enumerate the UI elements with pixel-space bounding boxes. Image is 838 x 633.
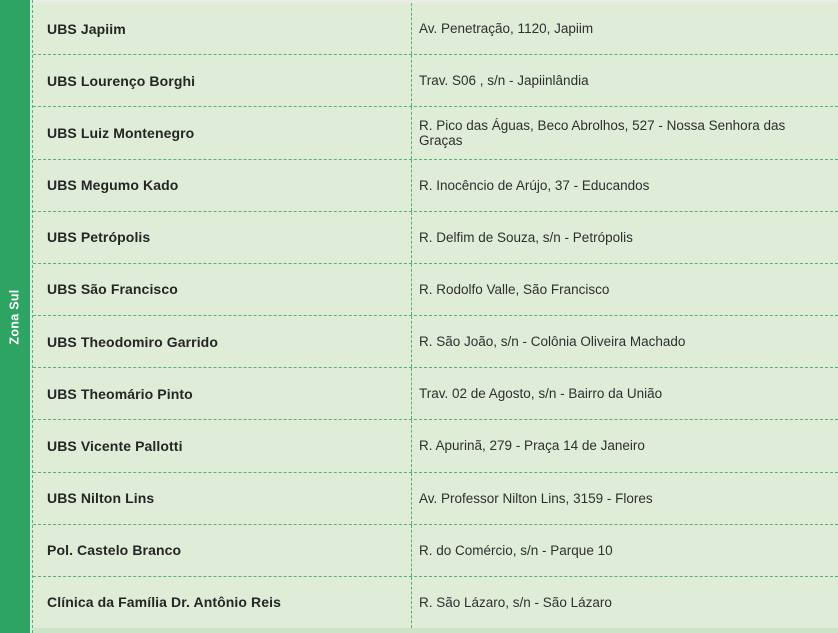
- facility-name-cell: Pol. Castelo Branco: [47, 542, 182, 559]
- table-row: [33, 106, 838, 158]
- facility-name-cell: UBS Petrópolis: [47, 229, 151, 246]
- facility-address-cell: R. São João, s/n - Colônia Oliveira Machado: [411, 316, 838, 367]
- facility-name-cell: UBS Theomário Pinto: [47, 385, 193, 402]
- facility-name-cell: UBS Lourenço Borghi: [47, 72, 196, 89]
- facility-address-cell: R. Inocêncio de Arújo, 37 - Educandos: [411, 160, 838, 211]
- table-bottom-edge: [33, 628, 838, 633]
- table-row: [33, 263, 838, 315]
- table-row: [33, 315, 838, 367]
- table-row: [33, 472, 838, 524]
- table-row: [33, 524, 838, 576]
- facility-address-cell: R. Rodolfo Valle, São Francisco: [411, 264, 838, 315]
- facility-address-cell: R. Delfim de Souza, s/n - Petrópolis: [411, 212, 838, 263]
- facility-address-cell: R. São Lázaro, s/n - São Lázaro: [411, 577, 838, 628]
- table-row: [33, 54, 838, 106]
- facility-name-cell: UBS Vicente Pallotti: [47, 437, 183, 454]
- facility-name-cell: UBS Megumo Kado: [47, 177, 179, 194]
- table-row: [33, 367, 838, 419]
- facility-address-cell: Trav. S06 , s/n - Japiinlândia: [411, 55, 838, 106]
- facility-address-cell: R. Pico das Águas, Beco Abrolhos, 527 - Nossa Senhora das Graças: [411, 107, 838, 158]
- facility-name-cell: UBS Luiz Montenegro: [47, 124, 195, 141]
- zone-label: Zona Sul: [8, 288, 22, 345]
- facility-name-cell: Clínica da Família Dr. Antônio Reis: [47, 594, 282, 611]
- table-row: [33, 419, 838, 471]
- table-row: [33, 159, 838, 211]
- table-row: [33, 3, 838, 54]
- table-row: [33, 576, 838, 628]
- facility-name-cell: UBS São Francisco: [47, 281, 178, 298]
- facility-address-cell: R. Apurinã, 279 - Praça 14 de Janeiro: [411, 420, 838, 471]
- facility-name-cell: UBS Theodomiro Garrido: [47, 333, 218, 350]
- facility-name-cell: UBS Japiim: [47, 20, 126, 37]
- table-row: [33, 211, 838, 263]
- facility-address-cell: R. do Comércio, s/n - Parque 10: [411, 525, 838, 576]
- zone-sidebar: [0, 0, 30, 633]
- facility-name-cell: UBS Nilton Lins: [47, 490, 155, 507]
- facility-address-cell: Av. Penetração, 1120, Japiim: [411, 3, 838, 54]
- table-rows: [33, 3, 838, 628]
- facilities-table: [32, 0, 838, 633]
- facility-address-cell: Av. Professor Nilton Lins, 3159 - Flores: [411, 473, 838, 524]
- facility-address-cell: Trav. 02 de Agosto, s/n - Bairro da União: [411, 368, 838, 419]
